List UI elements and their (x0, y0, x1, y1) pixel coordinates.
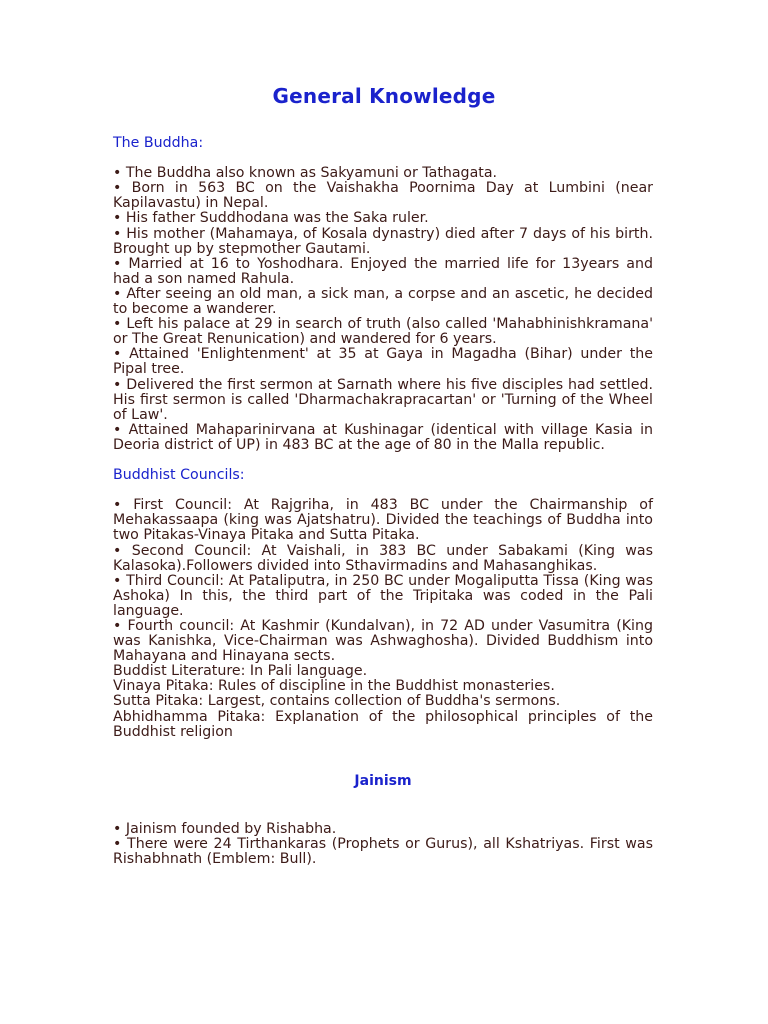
document-body (113, 136, 653, 867)
list-item: • Second Council: At Vaishali, in 383 BC under Sabakami (King was Kalasoka).Followers divided into Sthavirmadins and Mahasanghikas. (113, 544, 653, 574)
list-item: • His father Suddhodana was the Saka ruler. (113, 211, 653, 226)
literature-line: Vinaya Pitaka: Rules of discipline in the Buddhist monasteries. (113, 678, 555, 695)
spacer (113, 483, 653, 498)
list-item: • First Council: At Rajgriha, in 483 BC under the Chairmanship of Mehakassaapa (king was Ajatshatru). Divided the teachings of Buddha into two Pitakas-Vinaya Pitaka and Sutta Pitaka. (113, 498, 653, 543)
literature-line: Abhidhamma Pitaka: Explanation of the philosophical principles of the Buddhist religion (113, 708, 653, 740)
spacer (113, 151, 653, 166)
list-item: • Delivered the first sermon at Sarnath where his five disciples had settled. His first sermon is called 'Dharmachakrapracartan' or 'Turning of the Wheel of Law'. (113, 378, 653, 423)
list-item: • Jainism founded by Rishabha. (113, 822, 653, 837)
section-heading-buddha: The Buddha: (113, 135, 204, 151)
list-item: • After seeing an old man, a sick man, a corpse and an ascetic, he decided to become a wanderer. (113, 287, 653, 317)
list-item: • There were 24 Tirthankaras (Prophets or Gurus), all Kshatriyas. First was Rishabhnath (Emblem: Bull). (113, 837, 653, 867)
spacer (113, 453, 653, 468)
literature-line: Sutta Pitaka: Largest, contains collection of Buddha's sermons. (113, 693, 561, 710)
list-item: • Married at 16 to Yoshodhara. Enjoyed the married life for 13years and had a son named Rahula. (113, 257, 653, 287)
list-item: • His mother (Mahamaya, of Kosala dynastry) died after 7 days of his birth. Brought up by stepmother Gautami. (113, 227, 653, 257)
literature-line: Buddist Literature: In Pali language. (113, 663, 368, 680)
list-item: • Left his palace at 29 in search of truth (also called 'Mahabhinishkramana' or The Great Renunication) and wandered for 6 years. (113, 317, 653, 347)
list-item: • Fourth council: At Kashmir (Kundalvan), in 72 AD under Vasumitra (King was Kanishka, Vice-Chairman was Ashwaghosha). Divided Buddhism into Mahayana and Hinayana sects. (113, 619, 653, 664)
spacer (113, 740, 653, 770)
section-heading-jainism: Jainism (354, 772, 412, 789)
list-item: • Third Council: At Pataliputra, in 250 BC under Mogaliputta Tissa (King was Ashoka) In this, the third part of the Tripitaka was coded in the Pali language. (113, 574, 653, 619)
list-item: • Attained 'Enlightenment' at 35 at Gaya in Magadha (Bihar) under the Pipal tree. (113, 347, 653, 377)
councils-point-list (113, 498, 653, 664)
list-item: • Attained Mahaparinirvana at Kushinagar (identical with village Kasia in Deoria district of UP) in 483 BC at the age of 80 in the Malla republic. (113, 423, 653, 453)
spacer (113, 792, 653, 822)
jainism-point-list (113, 822, 653, 867)
page-title: General Knowledge (272, 84, 496, 108)
list-item: • The Buddha also known as Sakyamuni or Tathagata. (113, 166, 653, 181)
list-item: • Born in 563 BC on the Vaishakha Poornima Day at Lumbini (near Kapilavastu) in Nepal. (113, 181, 653, 211)
section-heading-councils: Buddhist Councils: (113, 467, 245, 484)
buddha-point-list (113, 166, 653, 453)
